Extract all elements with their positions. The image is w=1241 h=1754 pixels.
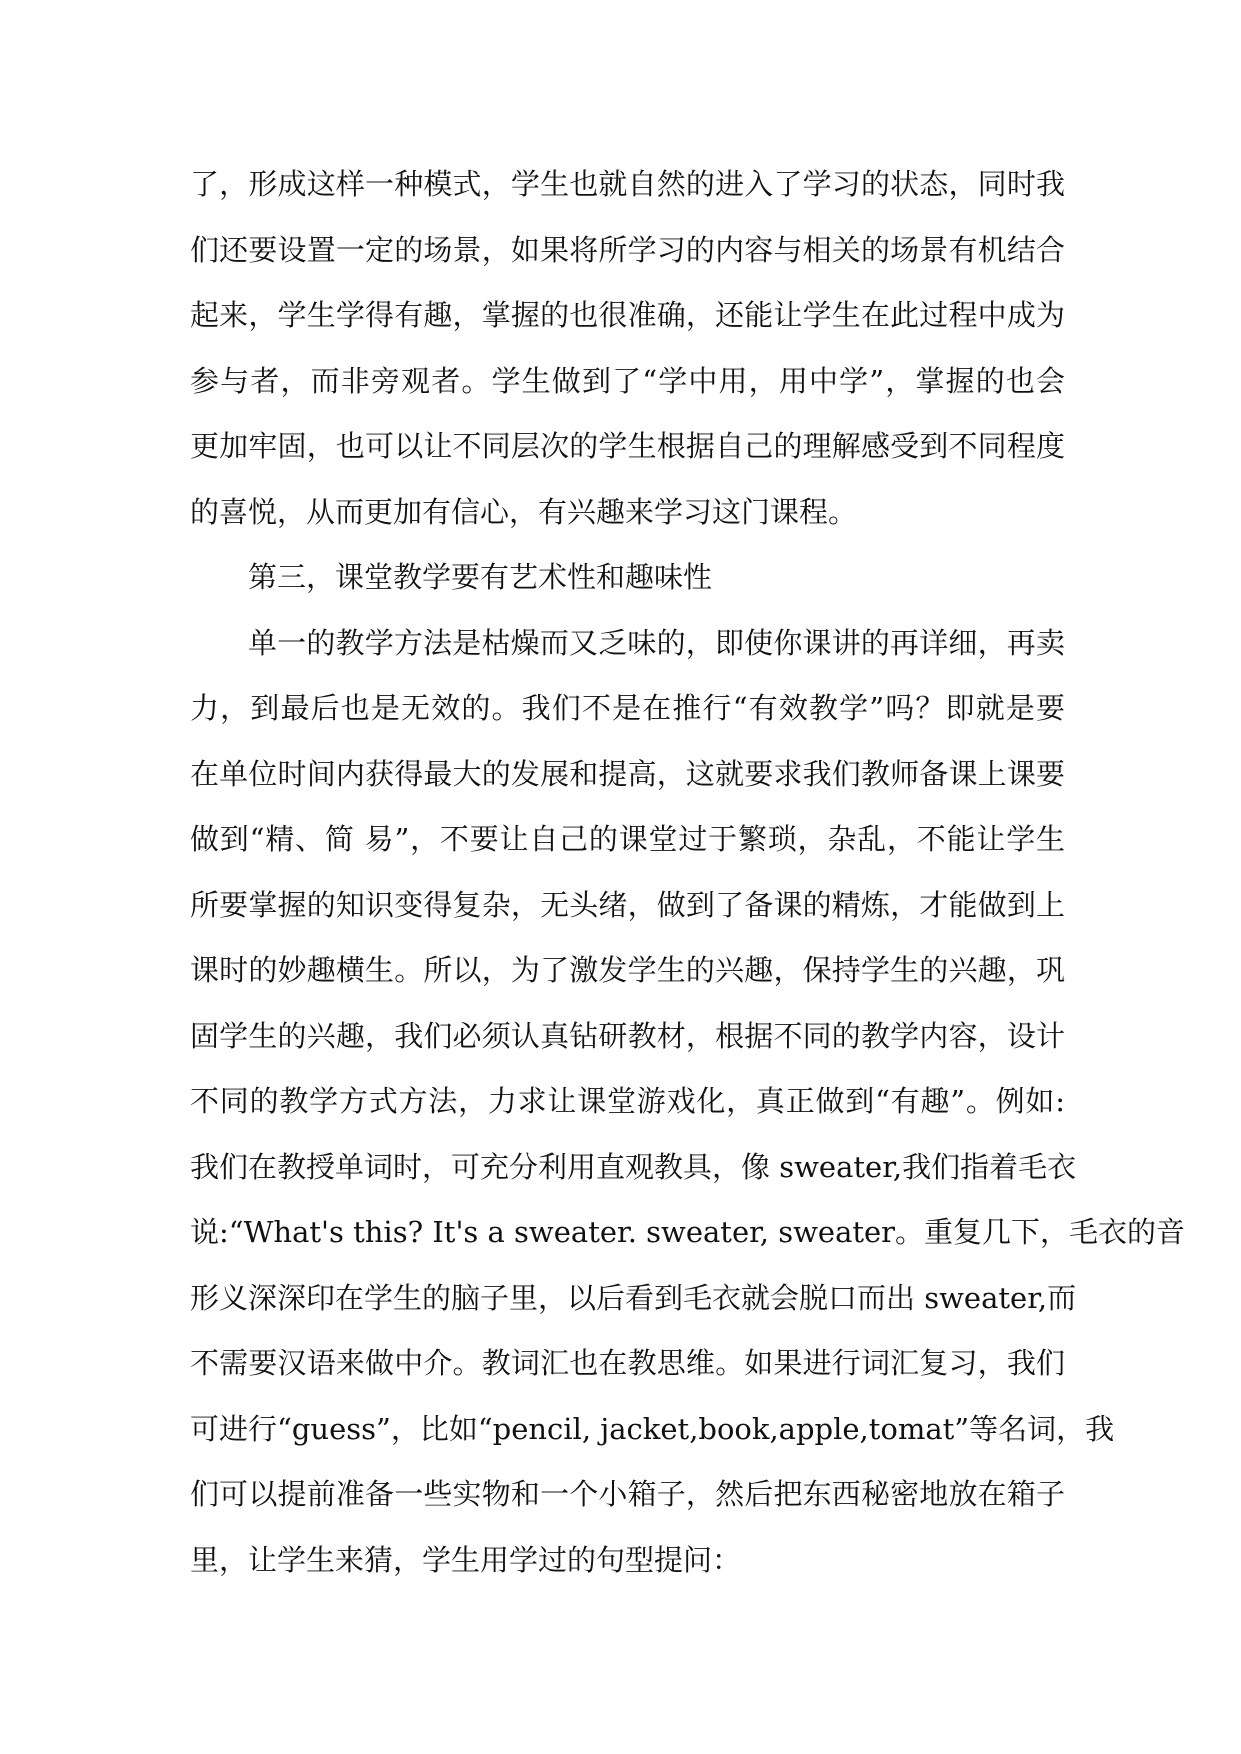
text-line: 说:“What's this? It's a sweater. sweater, sweater。重复几下，毛衣的音 [190,1215,1186,1249]
text-line: 起来，学生学得有趣，掌握的也很准确，还能让学生在此过程中成为 [190,298,1065,332]
text-line: 的喜悦，从而更加有信心，有兴趣来学习这门课程。 [190,494,858,529]
text-line: 在单位时间内获得最大的发展和提高，这就要求我们教师备课上课要 [190,756,1065,791]
text-line: 单一的教学方法是枯燥而又乏味的，即使你课讲的再详细，再卖 [248,625,1065,660]
text-line: 可进行“guess”，比如“pencil, jacket,book,apple,tomat”等名词，我 [190,1411,1115,1446]
text-line: 固学生的兴趣，我们必须认真钻研教材，根据不同的教学内容，设计 [190,1018,1065,1053]
text-line: 不同的教学方式方法，力求让课堂游戏化，真正做到“有趣”。例如: [190,1084,1065,1118]
text-line: 力，到最后也是无效的。我们不是在推行“有效教学”吗？即就是要 [190,691,1065,725]
section-heading: 第三，课堂教学要有艺术性和趣味性 [248,560,713,594]
text-line: 参与者，而非旁观者。学生做到了“学中用，用中学”，掌握的也会 [190,363,1065,398]
text-line: 我们在教授单词时，可充分利用直观教具，像 sweater,我们指着毛衣 [190,1149,1077,1184]
text-line: 里，让学生来猜，学生用学过的句型提问： [190,1542,742,1577]
text-line: 形义深深印在学生的脑子里，以后看到毛衣就会脱口而出 sweater,而 [190,1280,1077,1315]
text-line: 们可以提前准备一些实物和一个小箱子，然后把东西秘密地放在箱子 [190,1477,1065,1511]
text-line: 了，形成这样一种模式，学生也就自然的进入了学习的状态，同时我 [190,167,1065,201]
text-line: 所要掌握的知识变得复杂，无头绪，做到了备课的精炼，才能做到上 [190,887,1065,922]
text-line: 更加牢固，也可以让不同层次的学生根据自己的理解感受到不同程度 [190,429,1065,463]
text-line: 们还要设置一定的场景，如果将所学习的内容与相关的场景有机结合 [190,232,1065,267]
text-line: 不需要汉语来做中介。教词汇也在教思维。如果进行词汇复习，我们 [190,1346,1065,1380]
text-line: 课时的妙趣横生。所以，为了激发学生的兴趣，保持学生的兴趣，巩 [190,953,1065,987]
text-line: 做到“精、简 易”，不要让自己的课堂过于繁琐，杂乱，不能让学生 [190,822,1065,856]
body-text [190,152,1186,1593]
